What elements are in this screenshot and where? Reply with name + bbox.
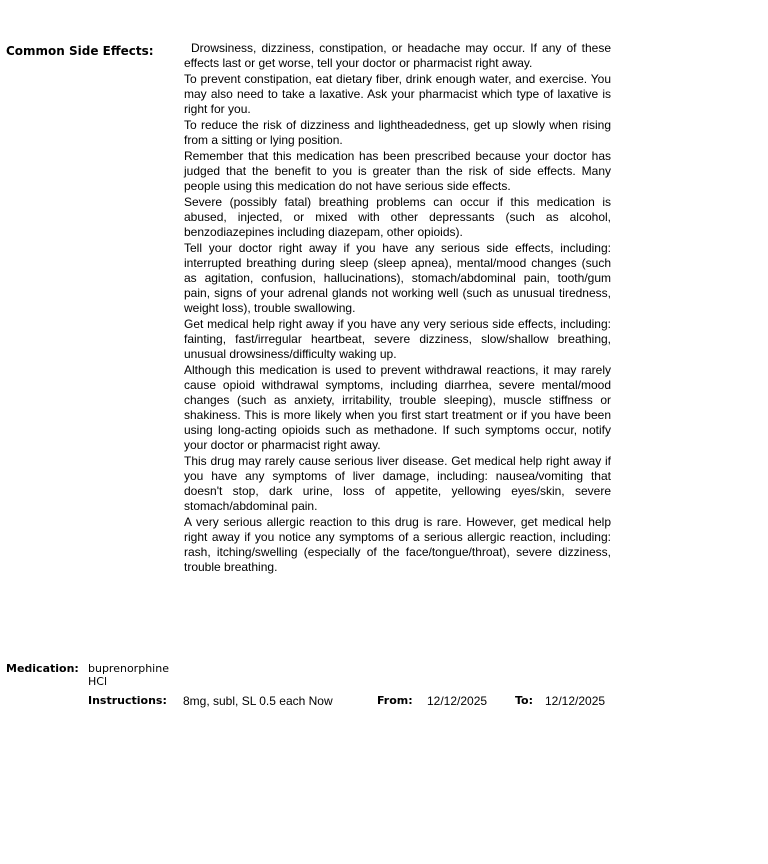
side-effects-text-column (184, 41, 611, 576)
from-label: From: (377, 694, 413, 707)
side-effects-paragraph: Remember that this medication has been prescribed because your doctor has judged that the benefit to you is greater than the risk of side effects. Many people using this medication do not have serious side effects. (184, 149, 611, 193)
side-effects-paragraph: Get medical help right away if you have any very serious side effects, including: fainting, fast/irregular heartbeat, severe dizziness, slow/shallow breathing, unusual drowsiness/difficulty waking up. (184, 317, 611, 361)
side-effects-paragraph: Drowsiness, dizziness, constipation, or headache may occur. If any of these effects last or get worse, tell your doctor or pharmacist right away. (184, 41, 611, 70)
side-effects-paragraph: Tell your doctor right away if you have any serious side effects, including: interrupted breathing during sleep (sleep apnea), mental/mood changes (such as agitation, confusion, hallucinations), stomach/abdominal pain, tooth/gum pain, signs of your adrenal glands not working well (such as unusual tiredness, weight loss), trouble swallowing. (184, 241, 611, 315)
side-effects-paragraph: To reduce the risk of dizziness and lightheadedness, get up slowly when rising from a sitting or lying position. (184, 118, 611, 147)
from-date-value: 12/12/2025 (427, 694, 488, 708)
to-label: To: (515, 694, 533, 707)
medication-label: Medication: (6, 662, 79, 675)
to-date-value: 12/12/2025 (545, 694, 606, 708)
medication-value: buprenorphine HCl (88, 662, 169, 688)
side-effects-paragraph: Severe (possibly fatal) breathing problems can occur if this medication is abused, injected, or mixed with other depressants (such as alcohol, benzodiazepines including diazepam, other opioids). (184, 195, 611, 239)
side-effects-paragraph: Although this medication is used to prevent withdrawal reactions, it may rarely cause opioid withdrawal symptoms, including diarrhea, severe mental/mood changes (such as anxiety, irritability, trouble sleeping), muscle stiffness or shakiness. This is more likely when you first start treatment or if you have been using long-acting opioids such as methadone. If such symptoms occur, notify your doctor or pharmacist right away. (184, 363, 611, 452)
side-effects-paragraph: This drug may rarely cause serious liver disease. Get medical help right away if you have any symptoms of liver damage, including: nausea/vomiting that doesn't stop, dark urine, loss of appetite, yellowing eyes/skin, severe stomach/abdominal pain. (184, 454, 611, 513)
instructions-value: 8mg, subl, SL 0.5 each Now (183, 694, 333, 708)
side-effects-paragraph: A very serious allergic reaction to this drug is rare. However, get medical help right away if you notice any symptoms of a serious allergic reaction, including: rash, itching/swelling (especially of the face/tongue/throat), severe dizziness, trouble breathing. (184, 515, 611, 574)
common-side-effects-label: Common Side Effects: (6, 44, 154, 58)
side-effects-paragraph: To prevent constipation, eat dietary fiber, drink enough water, and exercise. You may also need to take a laxative. Ask your pharmacist which type of laxative is right for you. (184, 72, 611, 116)
instructions-label: Instructions: (88, 694, 167, 707)
